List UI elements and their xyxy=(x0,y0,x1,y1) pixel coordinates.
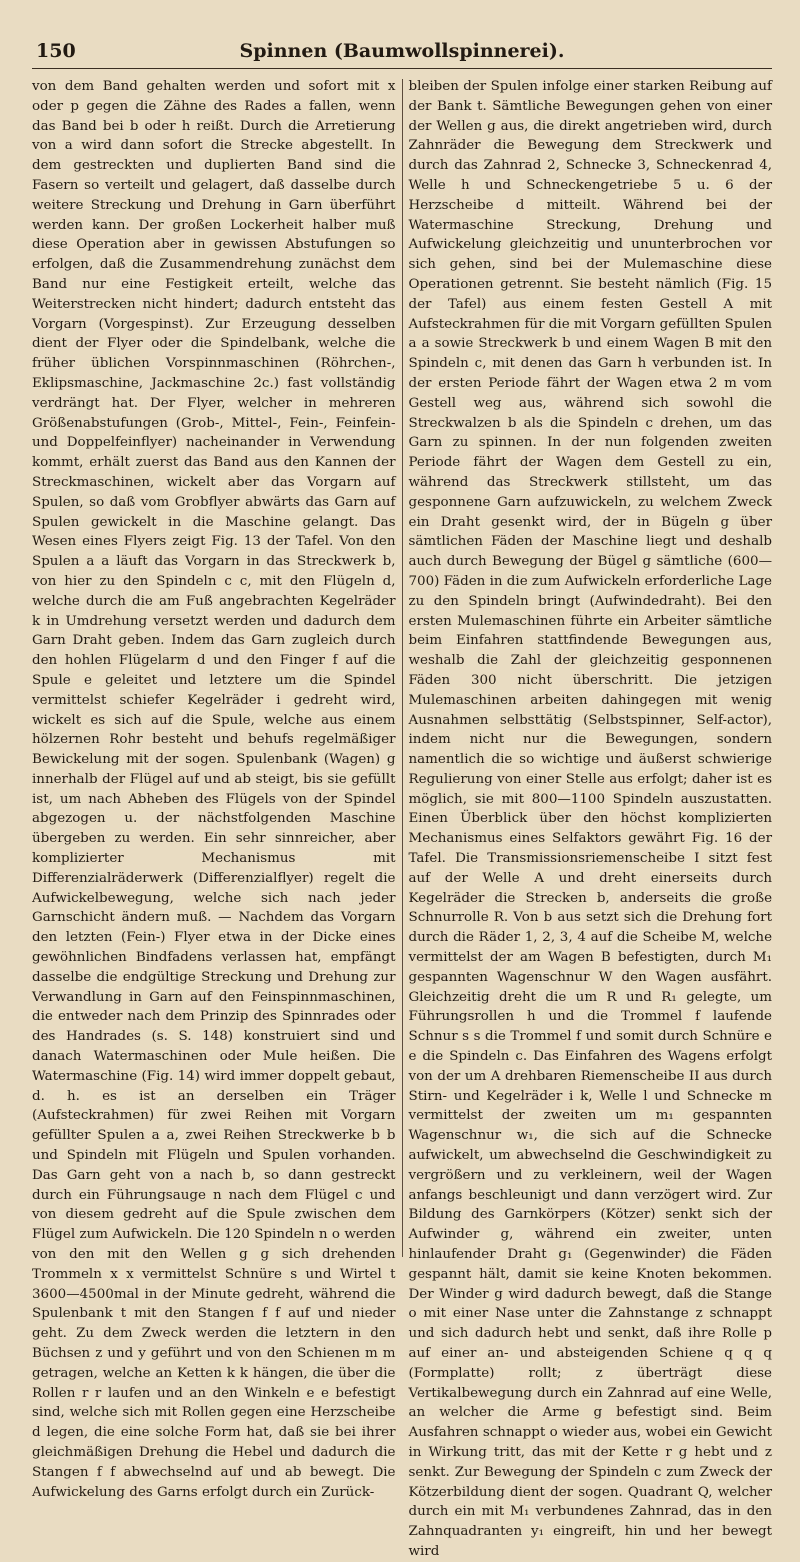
page-number: 150 xyxy=(36,40,76,62)
running-title: Spinnen (Baumwollspinnerei). xyxy=(239,40,565,62)
right-column xyxy=(408,77,773,1559)
column-divider xyxy=(402,79,403,1257)
page-header xyxy=(32,38,772,69)
text-columns xyxy=(32,77,773,1559)
right-column-text: bleiben der Spulen infolge einer starken Reibung auf der Bank t. Sämtliche Bewegungen gehen von einer der Wellen g aus, die direkt angetrieben wird, durch Zahnräder die Bewegung dem Streckwerk und durch das Zahnrad 2, Schnecke 3, Schneckenrad 4, Welle h und Schneckengetriebe 5 u. 6 der Herzscheibe d mitteilt. Während bei der Watermaschine Streckung, Drehung und Aufwickelung gleichzeitig und ununterbrochen vor sich gehen, sind bei der Mulemaschine diese Operationen getrennt. Sie besteht nämlich (Fig. 15 der Tafel) aus einem festen Gestell A mit Aufsteckrahmen für die mit Vorgarn gefüllten Spulen a a sowie Streckwerk b und einem Wagen B mit den Spindeln c, mit denen das Garn h verbunden ist. In der ersten Periode fährt der Wagen etwa 2 m vom Gestell weg aus, während sich sowohl die Streckwalzen b als die Spindeln c drehen, um das Garn zu spinnen. In der nun folgenden zweiten Periode fährt der Wagen dem Gestell zu ein, während das Streckwerk stillsteht, um das gesponnene Garn aufzuwickeln, zu welchem Zweck ein Draht gesenkt wird, der in Bügeln g über sämtlichen Fäden der Maschine liegt und deshalb auch durch Bewegung der Bügel g sämtliche (600—700) Fäden in die zum Aufwickeln erforderliche Lage zu den Spindeln bringt (Aufwindedraht). Bei den ersten Mulemaschinen führte ein Arbeiter sämtliche beim Einfahren stattfindende Bewegungen aus, weshalb die Zahl der gleichzeitig gesponnenen Fäden 300 nicht überschritt. Die jetzigen Mulemaschinen arbeiten dahingegen mit wenig Ausnahmen selbsttätig (Selbstspinner, Self-actor), indem nicht nur die Bewegungen, sondern namentlich die so wichtige und äußerst schwierige Regulierung von einer Stelle aus erfolgt; daher ist es möglich, sie mit 800—1100 Spindeln auszustatten. Einen Überblick über den höchst komplizierten Mechanismus eines Selfaktors gewährt Fig. 16 der Tafel. Die Transmissionsriemenscheibe I sitzt fest auf der Welle A und dreht einerseits durch Kegelräder die Strecken b, anderseits die große Schnurrolle R. Von b aus setzt sich die Drehung fort durch die Räder 1, 2, 3, 4 auf die Scheibe M, welche vermittelst der am Wagen B befestigten, durch M₁ gespannten Wagenschnur W den Wagen ausfährt. Gleichzeitig dreht die um R und R₁ gelegte, um Führungsrollen h und die Trommel f laufende Schnur s s die Trommel f und somit durch Schnüre e e die Spindeln c. Das Einfahren des Wagens erfolgt von der um A drehbaren Riemenscheibe II aus durch Stirn- und Kegelräder i k, Welle l und Schnecke m vermittelst der zweiten um m₁ gespannten Wagenschnur w₁, die sich auf die Schnecke aufwickelt, um abwechselnd die Geschwindigkeit zu vergrößern und zu verkleinern, weil der Wagen anfangs beschleunigt und dann verzögert wird. Zur Bildung des Garnkörpers (Kötzer) senkt sich der Aufwinder g, während ein zweiter, unten hinlaufender Draht g₁ (Gegenwinder) die Fäden gespannt hält, damit sie keine Knoten bekommen. Der Winder g wird dadurch bewegt, daß die Stange o mit einer Nase unter die Zahnstange z schnappt und sich dadurch hebt und senkt, daß ihre Rolle p auf einer an- und absteigenden Schiene q q q (Formplatte) rollt; z überträgt diese Vertikalbewegung durch ein Zahnrad auf eine Welle, an welcher die Arme g befestigt sind. Beim Ausfahren schnappt o wieder aus, wobei ein Gewicht in Wirkung tritt, das mit der Kette r g hebt und z senkt. Zur Bewegung der Spindeln c zum Zweck der Kötzerbildung dient der sogen. Quadrant Q, welcher durch ein mit M₁ verbundenes Zahnrad, das in den Zahnquadranten y₁ eingreift, hin und her bewegt wird xyxy=(408,79,773,1559)
left-column xyxy=(32,77,396,1500)
left-column-text: von dem Band gehalten werden und sofort mit x oder p gegen die Zähne des Rades a fallen, wenn das Band bei b oder h reißt. Durch die Arretierung von a wird dann sofort die Strecke abgestellt. In dem gestreckten und duplierten Band sind die Fasern so verteilt und gelagert, daß dasselbe durch weitere Streckung und Drehung in Garn überführt werden kann. Der großen Lockerheit halber muß diese Operation aber in gewissen Abstufungen so erfolgen, daß die Zusammendrehung zunächst dem Band nur eine Festigkeit erteilt, welche das Weiterstrecken nicht hindert; dadurch entsteht das Vorgarn (Vorgespinst). Zur Erzeugung desselben dient der Flyer oder die Spindelbank, welche die früher üblichen Vorspinnmaschinen (Röhrchen-, Eklipsmaschine, Jackmaschine 2c.) fast vollständig verdrängt hat. Der Flyer, welcher in mehreren Größenabstufungen (Grob-, Mittel-, Fein-, Feinfein- und Doppelfeinflyer) nacheinander in Verwendung kommt, erhält zuerst das Band aus den Kannen der Streckmaschinen, wickelt aber das Vorgarn auf Spulen, so daß vom Grobflyer abwärts das Garn auf Spulen gewickelt in die Maschine gelangt. Das Wesen eines Flyers zeigt Fig. 13 der Tafel. Von den Spulen a a läuft das Vorgarn in das Streckwerk b, von hier zu den Spindeln c c, mit den Flügeln d, welche durch die am Fuß angebrachten Kegelräder k in Umdrehung versetzt werden und dadurch dem Garn Draht geben. Indem das Garn zugleich durch den hohlen Flügelarm d und den Finger f auf die Spule e geleitet und letztere um die Spindel vermittelst schiefer Kegelräder i gedreht wird, wickelt es sich auf die Spule, welche aus einem hölzernen Rohr besteht und behufs regelmäßiger Bewickelung mit der sogen. Spulenbank (Wagen) g innerhalb der Flügel auf und ab steigt, bis sie gefüllt ist, um nach Abheben des Flügels von der Spindel abgezogen u. der nächstfolgenden Maschine übergeben zu werden. Ein sehr sinnreicher, aber komplizierter Mechanismus mit Differenzialräderwerk (Differenzialflyer) regelt die Aufwickelbewegung, welche sich nach jeder Garnschicht ändern muß. — Nachdem das Vorgarn den letzten (Fein-) Flyer etwa in der Dicke eines gewöhnlichen Bindfadens verlassen hat, empfängt dasselbe die endgültige Streckung und Drehung zur Verwandlung in Garn auf den Feinspinnmaschinen, die entweder nach dem Prinzip des Spinnrades oder des Handrades (s. S. 148) konstruiert sind und danach Watermaschinen oder Mule heißen. Die Watermaschine (Fig. 14) wird immer doppelt gebaut, d. h. es ist an derselben ein Träger (Aufsteckrahmen) für zwei Reihen mit Vorgarn gefüllter Spulen a a, zwei Reihen Streckwerke b b und Spindeln mit Flügeln und Spulen vorhanden. Das Garn geht von a nach b, so dann gestreckt durch ein Führungsauge n nach dem Flügel c und von diesem gedreht auf die Spule zwischen dem Flügel zum Aufwickeln. Die 120 Spindeln n o werden von den mit den Wellen g g sich drehenden Trommeln x x vermittelst Schnüre s und Wirtel t 3600—4500mal in der Minute gedreht, während die Spulenbank t mit den Stangen f f auf und nieder geht. Zu dem Zweck werden die letztern in den Büchsen z und y geführt und von den Schienen m m getragen, welche an Ketten k k hängen, die über die Rollen r r laufen und an den Winkeln e e befestigt sind, welche sich mit Rollen gegen eine Herzscheibe d legen, die eine solche Form hat, daß sie bei ihrer gleichmäßigen Drehung die Hebel und dadurch die Stangen f f abwechselnd auf und ab bewegt. Die Aufwickelung des Garns erfolgt durch ein Zurück- xyxy=(32,79,396,1500)
